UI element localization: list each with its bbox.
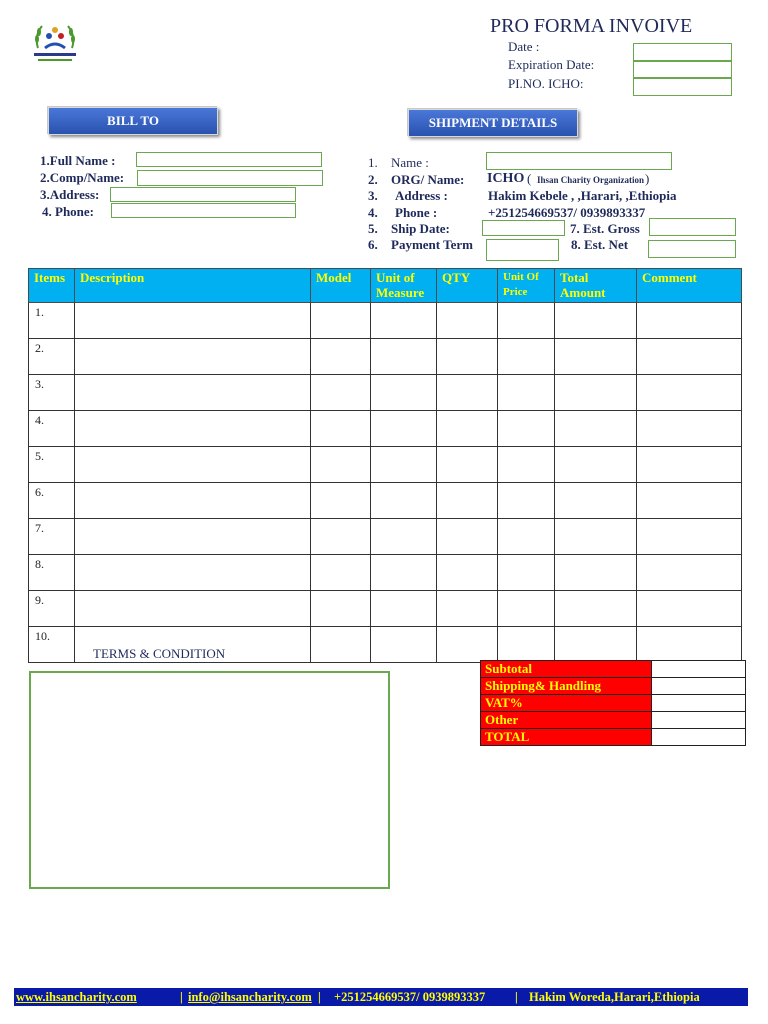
col-header-description: Description	[75, 269, 311, 303]
footer-phone: +251254669537/ 0939893337	[334, 990, 486, 1004]
table-cell[interactable]	[498, 555, 555, 591]
table-cell[interactable]	[371, 447, 437, 483]
items-table	[28, 268, 742, 663]
totals-label: VAT%	[481, 695, 652, 712]
ship-date-field[interactable]	[482, 220, 565, 236]
col-header-model: Model	[311, 269, 371, 303]
org-paren-close: )	[645, 171, 650, 186]
table-cell[interactable]	[75, 591, 311, 627]
date-field[interactable]	[633, 43, 732, 61]
totals-table	[480, 660, 746, 746]
col-header-total-amount: Total Amount	[555, 269, 637, 303]
org-name-value: ICHO	[487, 171, 525, 186]
table-cell[interactable]	[555, 339, 637, 375]
comp-name-label: 2.Comp/Name:	[40, 170, 125, 185]
table-cell[interactable]	[311, 375, 371, 411]
table-row	[29, 411, 742, 447]
table-header-row	[29, 269, 742, 303]
address-label: 3.Address:	[40, 187, 100, 202]
row-number: 10.	[29, 627, 75, 663]
table-row	[29, 555, 742, 591]
table-cell[interactable]	[555, 411, 637, 447]
phone-field[interactable]	[111, 203, 296, 218]
ship-address-value: Hakim Kebele , ,Harari, ,Ethiopia	[488, 188, 677, 203]
totals-label: Other	[481, 712, 652, 729]
table-cell[interactable]	[555, 483, 637, 519]
phone-label: 4. Phone:	[42, 204, 94, 219]
table-cell[interactable]	[75, 519, 311, 555]
table-cell[interactable]	[311, 483, 371, 519]
table-cell[interactable]	[311, 627, 371, 663]
pi-number-field[interactable]	[633, 78, 732, 96]
table-cell[interactable]	[371, 411, 437, 447]
table-cell[interactable]	[371, 519, 437, 555]
ship-num-1: 1.	[368, 155, 378, 170]
table-cell[interactable]	[371, 627, 437, 663]
comp-name-field[interactable]	[137, 170, 323, 186]
totals-label: TOTAL	[481, 729, 652, 746]
footer-bar	[14, 988, 748, 1006]
table-cell[interactable]	[371, 303, 437, 339]
table-row	[29, 519, 742, 555]
ship-date-label: Ship Date:	[391, 221, 450, 236]
table-cell[interactable]	[555, 447, 637, 483]
table-cell[interactable]	[637, 339, 742, 375]
pi-number-label: PI.NO. ICHO:	[508, 76, 584, 91]
table-cell[interactable]	[371, 375, 437, 411]
table-cell[interactable]	[555, 555, 637, 591]
table-cell[interactable]	[311, 339, 371, 375]
table-cell[interactable]	[637, 411, 742, 447]
table-cell[interactable]	[555, 375, 637, 411]
col-header-unit-of-measure: Unit of Measure	[371, 269, 437, 303]
footer-location: Hakim Woreda,Harari,Ethiopia	[529, 990, 700, 1004]
ship-address-label: Address :	[395, 188, 448, 203]
table-cell[interactable]	[437, 483, 498, 519]
org-full-name: Ihsan Charity Organization	[537, 175, 645, 185]
ship-num-5: 5.	[368, 221, 378, 236]
row-number: 9.	[29, 591, 75, 627]
est-net-field[interactable]	[648, 240, 736, 258]
totals-value[interactable]	[652, 695, 746, 712]
row-number: 6.	[29, 483, 75, 519]
ship-name-field[interactable]	[486, 152, 672, 170]
table-cell[interactable]	[75, 375, 311, 411]
totals-value[interactable]	[652, 729, 746, 746]
table-cell[interactable]	[555, 303, 637, 339]
totals-row	[481, 729, 746, 746]
table-cell[interactable]	[555, 591, 637, 627]
row-number: 4.	[29, 411, 75, 447]
table-cell[interactable]	[311, 411, 371, 447]
table-cell[interactable]	[75, 483, 311, 519]
table-cell[interactable]	[311, 303, 371, 339]
totals-row	[481, 712, 746, 729]
table-cell[interactable]	[311, 591, 371, 627]
ship-phone-label: Phone :	[395, 205, 438, 220]
table-row	[29, 303, 742, 339]
table-cell[interactable]	[437, 627, 498, 663]
org-name-label: ORG/ Name:	[391, 172, 465, 187]
table-cell[interactable]	[371, 591, 437, 627]
table-row	[29, 591, 742, 627]
col-header-qty: QTY	[437, 269, 498, 303]
ship-num-3: 3.	[368, 188, 378, 203]
table-cell[interactable]	[498, 627, 555, 663]
terms-textarea[interactable]	[29, 671, 390, 889]
est-gross-label: 7. Est. Gross	[570, 221, 640, 236]
ship-num-6: 6.	[368, 237, 378, 252]
terms-title: TERMS & CONDITION	[93, 646, 226, 661]
ship-num-4: 4.	[368, 205, 378, 220]
table-cell[interactable]	[437, 375, 498, 411]
table-cell[interactable]	[75, 339, 311, 375]
est-gross-field[interactable]	[649, 218, 736, 236]
totals-row	[481, 661, 746, 678]
payment-term-field[interactable]	[486, 239, 559, 261]
table-cell[interactable]	[75, 447, 311, 483]
row-number: 5.	[29, 447, 75, 483]
row-number: 8.	[29, 555, 75, 591]
table-cell[interactable]	[437, 555, 498, 591]
expiration-date-field[interactable]	[633, 61, 732, 78]
table-cell[interactable]	[637, 555, 742, 591]
bill-to-button[interactable]: BILL TO	[48, 107, 218, 135]
table-cell[interactable]	[437, 447, 498, 483]
table-cell[interactable]	[637, 483, 742, 519]
date-label: Date :	[508, 39, 540, 54]
table-cell[interactable]	[637, 519, 742, 555]
table-cell[interactable]	[498, 411, 555, 447]
est-net-label: 8. Est. Net	[571, 237, 629, 252]
full-name-field[interactable]	[136, 152, 322, 167]
table-cell[interactable]	[437, 303, 498, 339]
table-cell[interactable]	[371, 555, 437, 591]
shipment-details-button[interactable]: SHIPMENT DETAILS	[408, 109, 578, 137]
table-cell[interactable]	[637, 303, 742, 339]
table-cell[interactable]	[637, 447, 742, 483]
row-number: 7.	[29, 519, 75, 555]
table-row	[29, 375, 742, 411]
footer-email-link[interactable]: info@ihsancharity.com	[188, 990, 312, 1004]
ship-num-2: 2.	[368, 172, 378, 187]
totals-row	[481, 678, 746, 695]
table-cell[interactable]	[637, 375, 742, 411]
totals-row	[481, 695, 746, 712]
table-cell[interactable]	[371, 483, 437, 519]
table-cell[interactable]	[437, 411, 498, 447]
address-field[interactable]	[110, 187, 296, 202]
footer-separator-3: |	[515, 990, 518, 1004]
table-cell[interactable]	[498, 339, 555, 375]
col-header-comment: Comment	[637, 269, 742, 303]
totals-value[interactable]	[652, 678, 746, 695]
ship-phone-value: +251254669537/ 0939893337	[488, 205, 646, 220]
ship-name-label: Name :	[391, 155, 429, 170]
footer-separator-2: |	[318, 990, 321, 1004]
table-cell[interactable]	[75, 303, 311, 339]
table-row	[29, 339, 742, 375]
table-cell[interactable]	[498, 303, 555, 339]
table-cell[interactable]	[437, 339, 498, 375]
table-cell[interactable]	[437, 519, 498, 555]
table-cell[interactable]	[75, 411, 311, 447]
table-cell[interactable]	[498, 447, 555, 483]
row-number: 2.	[29, 339, 75, 375]
full-name-label: 1.Full Name :	[40, 153, 116, 168]
table-cell[interactable]	[498, 375, 555, 411]
table-cell[interactable]	[437, 591, 498, 627]
col-header-items: Items	[29, 269, 75, 303]
totals-value[interactable]	[652, 661, 746, 678]
table-cell[interactable]	[637, 591, 742, 627]
table-cell[interactable]	[371, 339, 437, 375]
table-cell[interactable]	[311, 555, 371, 591]
table-cell[interactable]	[637, 627, 742, 663]
col-header-unit-price: Unit Of Price	[498, 269, 555, 303]
organization-logo	[28, 20, 82, 66]
table-cell[interactable]	[311, 519, 371, 555]
table-cell[interactable]	[311, 447, 371, 483]
totals-label: Subtotal	[481, 661, 652, 678]
table-cell[interactable]	[498, 591, 555, 627]
table-row	[29, 483, 742, 519]
payment-term-label: Payment Term	[391, 237, 473, 252]
table-cell[interactable]	[555, 627, 637, 663]
row-number: 1.	[29, 303, 75, 339]
row-number: 3.	[29, 375, 75, 411]
table-row	[29, 447, 742, 483]
table-cell[interactable]	[75, 555, 311, 591]
totals-value[interactable]	[652, 712, 746, 729]
org-paren-open: (	[527, 171, 532, 186]
expiration-date-label: Expiration Date:	[508, 57, 595, 72]
footer-website-link[interactable]: www.ihsancharity.com	[16, 990, 137, 1004]
footer-separator-1: |	[180, 990, 183, 1004]
table-cell[interactable]	[498, 519, 555, 555]
totals-label: Shipping& Handling	[481, 678, 652, 695]
document-title: PRO FORMA INVOIVE	[490, 15, 693, 37]
table-cell[interactable]	[555, 519, 637, 555]
table-cell[interactable]	[498, 483, 555, 519]
